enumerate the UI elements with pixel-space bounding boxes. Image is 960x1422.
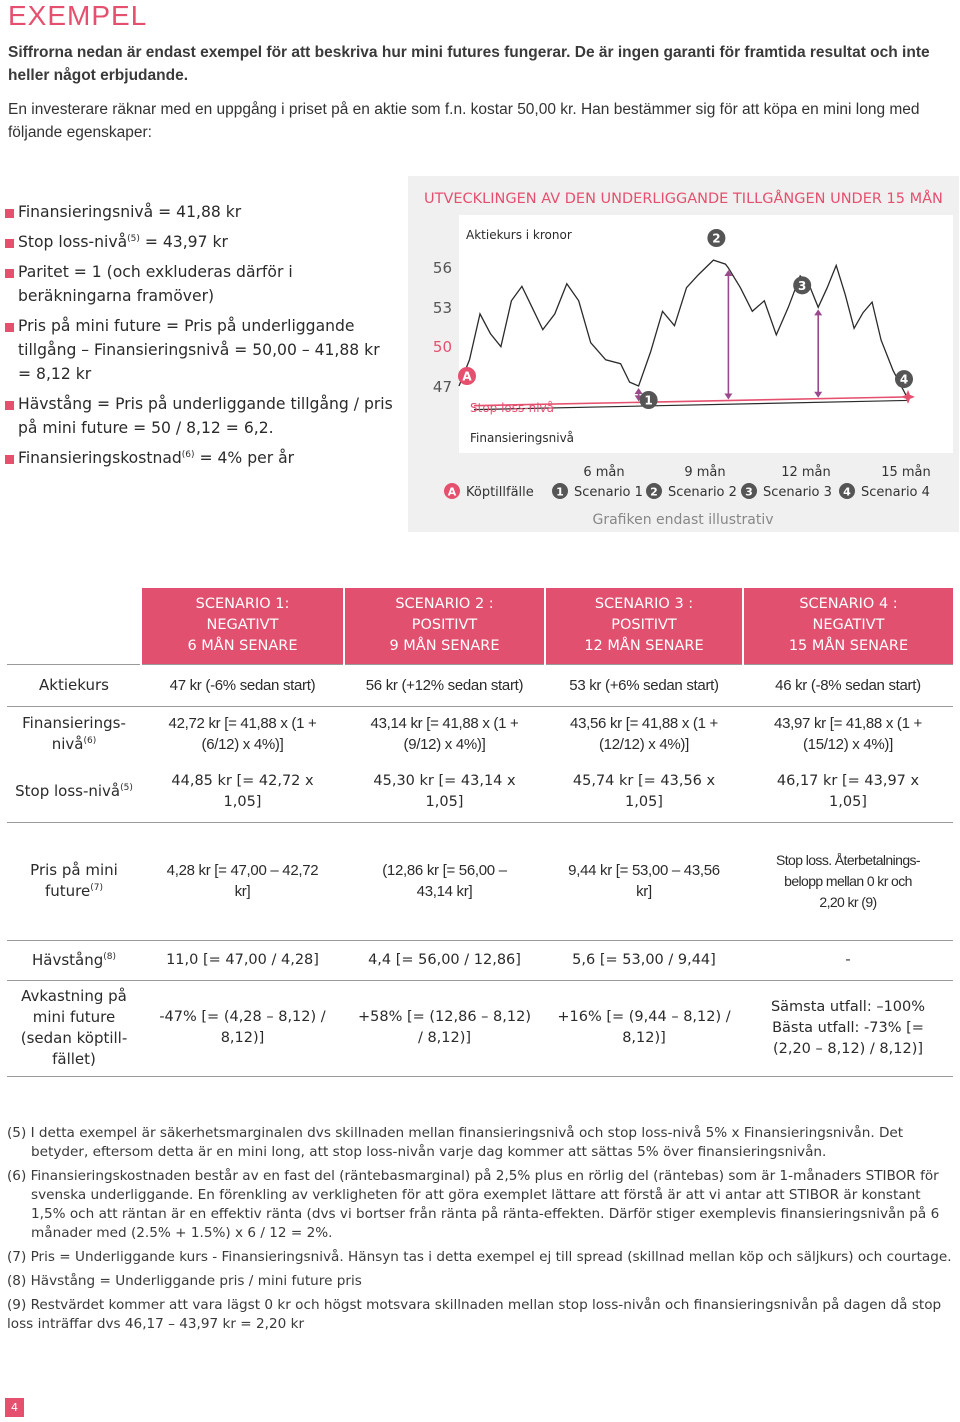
scenario-table	[7, 588, 953, 1077]
table-row	[7, 940, 953, 980]
legend-label: Scenario 4	[861, 485, 930, 500]
legend-badge-label: 2	[650, 485, 658, 499]
header-scenario-4: SCENARIO 4 : NEGATIVT 15 MÅN SENARE	[743, 588, 953, 664]
marker-label: 3	[798, 278, 807, 293]
table-cell: 5,6 [= 53,00 / 9,44]	[545, 940, 743, 980]
table-row	[7, 664, 953, 706]
table-cell: 46,17 kr [= 43,97 x 1,05]	[743, 762, 953, 822]
disclaimer-text: Siffrorna nedan är endast exempel för att beskriva hur mini futures fungerar. De är ingen garanti för framtida resultat och inte heller något erbjudande.	[8, 44, 930, 84]
marker-label: 4	[899, 372, 909, 387]
marker-label: A	[462, 369, 472, 384]
table-cell: -	[743, 940, 953, 980]
x-ticks	[583, 465, 930, 480]
chart-canvas	[408, 176, 959, 532]
property-item: Stop loss-nivå$^{(5)}$ = 43,97 kr	[5, 230, 395, 254]
property-item: Hävstång = Pris på underliggande tillgång / pris på mini future = 50 / 8,12 = 6,2.	[5, 392, 395, 440]
table-cell: 43,14 kr [= 41,88 x (1 + (9/12) x 4%)]	[370, 715, 519, 754]
page-title: EXEMPEL	[8, 0, 148, 31]
stop-loss-label: Stop loss-nivå	[470, 401, 554, 415]
table-cell: 42,72 kr [= 41,88 x (1 + (6/12) x 4%)]	[168, 715, 317, 754]
footnote: (5) I detta exempel är säkerhetsmarginalen dvs skillnaden mellan finansieringsnivå och stop loss-nivå 5% x Finansieringsnivån. Det betyder, eftersom detta är en mini long, att stop loss-nivån varje dag kommer att sättas 5% över finansieringsnivån.	[7, 1125, 904, 1160]
footnotes	[7, 1124, 955, 1339]
legend-badge-label: A	[447, 485, 457, 499]
legend-label: Scenario 1	[574, 485, 643, 500]
table-cell: 45,74 kr [= 43,56 x 1,05]	[545, 762, 743, 822]
footnote: (8) Hävstång = Underliggande pris / mini future pris	[7, 1273, 362, 1289]
table-row	[7, 980, 953, 1076]
chart-legend	[444, 483, 930, 500]
chart-title: UTVECKLINGEN AV DEN UNDERLIGGANDE TILLGÅNGEN UNDER 15 MÅN	[424, 191, 943, 207]
header-scenario-1: SCENARIO 1: NEGATIVT 6 MÅN SENARE	[141, 588, 344, 664]
footnote: (9) Restvärdet kommer att vara lägst 0 kr och högst motsvara skillnaden mellan stop loss-nivån och finansieringsnivån på dagen då stop loss inträffar dvs 46,17 – 43,97 kr = 2,20 kr	[7, 1297, 942, 1332]
y-ticks	[433, 259, 452, 396]
table-cell: 43,97 kr [= 41,88 x (1 + (15/12) x 4%)]	[774, 715, 922, 754]
plot-area	[459, 215, 953, 453]
table-row	[7, 822, 953, 940]
marker-label: 2	[712, 231, 721, 246]
row-label: Avkastning på mini future (sedan köptill- fället)	[7, 980, 141, 1076]
table-cell: 46 kr (-8% sedan start)	[743, 664, 953, 706]
table-cell: 4,4 [= 56,00 / 12,86]	[344, 940, 545, 980]
table-cell: 44,85 kr [= 42,72 x 1,05]	[141, 762, 344, 822]
legend-label: Köptillfälle	[466, 485, 534, 500]
legend-badge-label: 3	[745, 485, 753, 499]
page-number: 4	[5, 1398, 24, 1417]
table-cell: -47% [= (4,28 – 8,12) / 8,12)]	[141, 980, 344, 1076]
legend-label: Scenario 3	[763, 485, 832, 500]
table-cell: 56 kr (+12% sedan start)	[344, 664, 545, 706]
y-tick-label: 50	[432, 338, 452, 356]
table-cell: 45,30 kr [= 43,14 x 1,05]	[344, 762, 545, 822]
x-tick-label: 9 mån	[684, 465, 726, 480]
table-cell: Stop loss. Återbetalnings- belopp mellan 0 kr och 2,20 kr (9)	[743, 822, 953, 940]
property-item: Finansieringskostnad$^{(6)}$ = 4% per år	[5, 446, 395, 470]
header-scenario-3: SCENARIO 3 : POSITIVT 12 MÅN SENARE	[545, 588, 743, 664]
x-tick-label: 15 mån	[881, 465, 931, 480]
row-label: Pris på mini future$^{(7)}$	[7, 822, 141, 940]
property-item: Paritet = 1 (och exkluderas därför i beräkningarna framöver)	[5, 260, 395, 308]
x-tick-label: 12 mån	[781, 465, 831, 480]
legend-label: Scenario 2	[668, 485, 737, 500]
table-cell: 47 kr (-6% sedan start)	[141, 664, 344, 706]
table-cell: 11,0 [= 47,00 / 4,28]	[141, 940, 344, 980]
y-tick-label: 56	[432, 259, 452, 277]
properties-list	[5, 200, 395, 476]
table-row	[7, 762, 953, 822]
legend-badge-label: 1	[556, 485, 564, 499]
table-row	[7, 706, 953, 762]
property-item: Finansieringsnivå = 41,88 kr	[5, 200, 395, 224]
y-tick-label: 53	[432, 299, 452, 317]
row-label: Finansierings- nivå$^{(6)}$	[22, 714, 126, 754]
table-cell: 53 kr (+6% sedan start)	[545, 664, 743, 706]
header-scenario-2: SCENARIO 2 : POSITIVT 9 MÅN SENARE	[344, 588, 545, 664]
table-cell: 4,28 kr [= 47,00 – 42,72 kr]	[141, 822, 344, 940]
y-tick-label: 47	[432, 378, 452, 396]
table-corner	[7, 588, 141, 664]
row-label: Aktiekurs	[7, 664, 141, 706]
footnote: (7) Pris = Underliggande kurs - Finansieringsnivå. Hänsyn tas i detta exempel ej till spread (skillnad mellan köp och säljkurs) och courtage.	[7, 1249, 952, 1265]
financing-label: Finansieringsnivå	[470, 431, 575, 445]
price-chart	[408, 176, 959, 532]
x-tick-label: 6 mån	[583, 465, 625, 480]
footnote: (6) Finansieringskostnaden består av en fast del (räntebasmarginal) på 2,5% plus en rörlig del (räntebas) som är 1-månaders STIBOR för svenska underliggande. En förenkling av verkligheten för att göra exemplet lättare att förstå är att vi antar att STIBOR är konstant 1,5% och att räntan är en effektiv ränta (dvs vi bortser från ränta på ränta-effekten. Därför stiger exemplevis finansieringsnivån på 6 månader med (2.5% + 1.5%) x 6 / 12 = 2%.	[7, 1168, 940, 1241]
marker-label: 1	[644, 393, 653, 408]
row-label: Hävstång$^{(8)}$	[7, 940, 141, 980]
table-cell: +16% [= (9,44 – 8,12) / 8,12)]	[545, 980, 743, 1076]
property-item: Pris på mini future = Pris på underliggande tillgång – Finansieringsnivå = 50,00 – 41,88 kr = 8,12 kr	[5, 314, 395, 386]
table-header-row	[7, 588, 953, 664]
table-cell: 43,56 kr [= 41,88 x (1 + (12/12) x 4%)]	[570, 715, 718, 754]
legend-badge-label: 4	[843, 485, 851, 499]
table-cell: +58% [= (12,86 – 8,12) / 8,12)]	[344, 980, 545, 1076]
table-cell: Sämsta utfall: –100% Bästa utfall: -73% [= (2,20 – 8,12) / 8,12)]	[743, 980, 953, 1076]
y-axis-label: Aktiekurs i kronor	[466, 228, 572, 242]
scenario-intro-text: En investerare räknar med en uppgång i priset på en aktie som f.n. kostar 50,00 kr. Han bestämmer sig för att köpa en mini long med följande egenskaper:	[8, 101, 920, 141]
chart-caption: Grafiken endast illustrativ	[592, 512, 774, 528]
table-cell: 9,44 kr [= 53,00 – 43,56 kr]	[545, 822, 743, 940]
row-label: Stop loss-nivå$^{(5)}$	[7, 762, 141, 822]
table-cell: (12,86 kr [= 56,00 – 43,14 kr]	[344, 822, 545, 940]
